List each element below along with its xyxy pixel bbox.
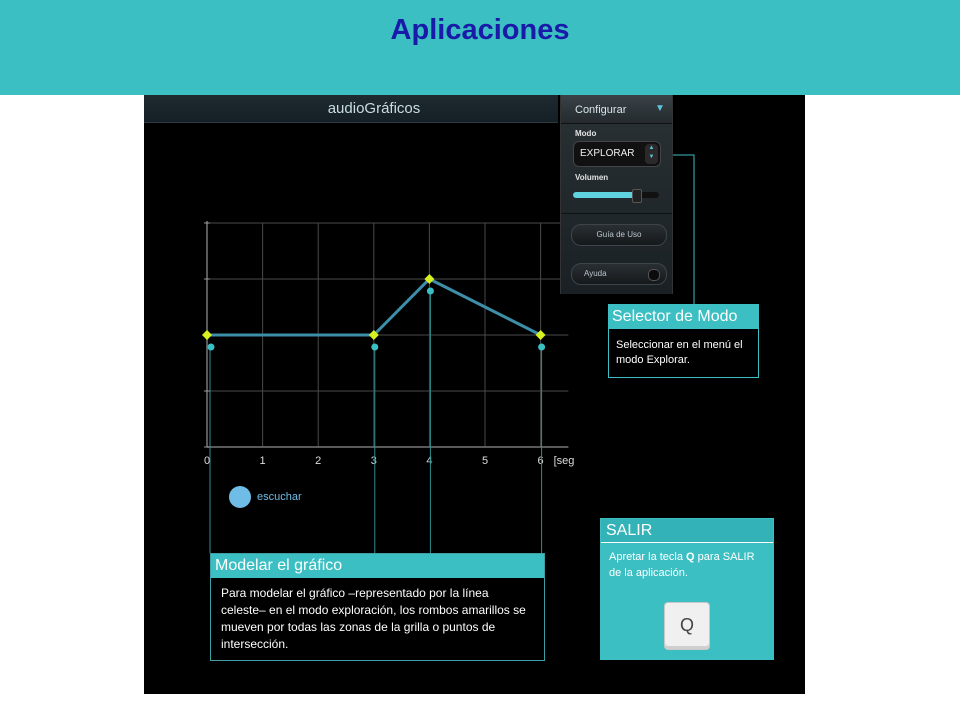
chevron-down-icon: ▼ xyxy=(655,103,665,114)
diamond-marker xyxy=(202,330,212,340)
exit-callout-title: SALIR xyxy=(601,519,773,543)
x-tick-label: 1 xyxy=(259,455,266,467)
config-label: Configurar xyxy=(575,104,627,116)
mode-callout-text: Seleccionar en el menú el modo Explorar. xyxy=(616,339,743,366)
model-callout-title: Modelar el gráfico xyxy=(211,554,544,578)
mode-selector-callout xyxy=(608,304,759,378)
app-title: audioGráficos xyxy=(327,100,421,117)
app-window xyxy=(144,95,805,694)
x-tick-label: 6 xyxy=(537,455,544,467)
data-point-dot xyxy=(371,344,378,351)
mode-stepper-icon[interactable]: ▲ ▼ xyxy=(645,144,658,164)
mode-value: EXPLORAR xyxy=(580,148,635,159)
x-tick-label: 0 xyxy=(203,455,211,467)
q-key-icon: Q xyxy=(664,602,710,650)
mode-callout-title: Selector de Modo xyxy=(609,305,758,329)
listen-label[interactable]: escuchar xyxy=(257,491,302,503)
x-tick-label: 5 xyxy=(481,455,489,467)
exit-text-before: Apretar la tecla xyxy=(609,551,687,563)
volume-fill xyxy=(573,192,635,198)
volume-handle[interactable] xyxy=(632,189,642,203)
x-axis-unit-label: [seg xyxy=(553,455,575,467)
volume-label: Volumen xyxy=(575,173,609,182)
config-panel xyxy=(560,95,673,294)
guide-button[interactable]: Guía de Uso xyxy=(571,224,667,246)
help-button-label: Ayuda xyxy=(584,269,607,278)
listen-button[interactable] xyxy=(229,486,251,508)
volume-slider[interactable] xyxy=(573,192,659,198)
exit-key-bold: Q xyxy=(686,551,695,563)
data-point-dot xyxy=(208,344,215,351)
mode-label: Modo xyxy=(575,129,597,138)
model-callout-text: Para modelar el gráfico –representado por la línea celeste– en el modo exploración, los rombos amarillos se mueven por todas las zonas de la grilla o puntos de intersección. xyxy=(221,586,526,651)
data-point-dot xyxy=(427,288,434,295)
diamond-marker xyxy=(536,330,546,340)
model-graph-callout xyxy=(210,553,545,661)
x-tick-label: 2 xyxy=(315,455,322,467)
exit-text-after: para SALIR de la aplicación. xyxy=(609,551,755,579)
config-dropdown[interactable] xyxy=(561,95,672,124)
help-button[interactable] xyxy=(571,263,667,285)
mode-select[interactable] xyxy=(573,141,661,167)
config-divider xyxy=(561,213,672,214)
exit-callout-text xyxy=(601,543,773,581)
exit-callout xyxy=(600,518,774,660)
x-tick-label: 3 xyxy=(370,455,377,467)
x-tick-label: 4 xyxy=(426,455,433,467)
slide-title: Aplicaciones xyxy=(390,14,570,46)
help-indicator-icon xyxy=(648,269,660,281)
data-point-dot xyxy=(538,344,545,351)
